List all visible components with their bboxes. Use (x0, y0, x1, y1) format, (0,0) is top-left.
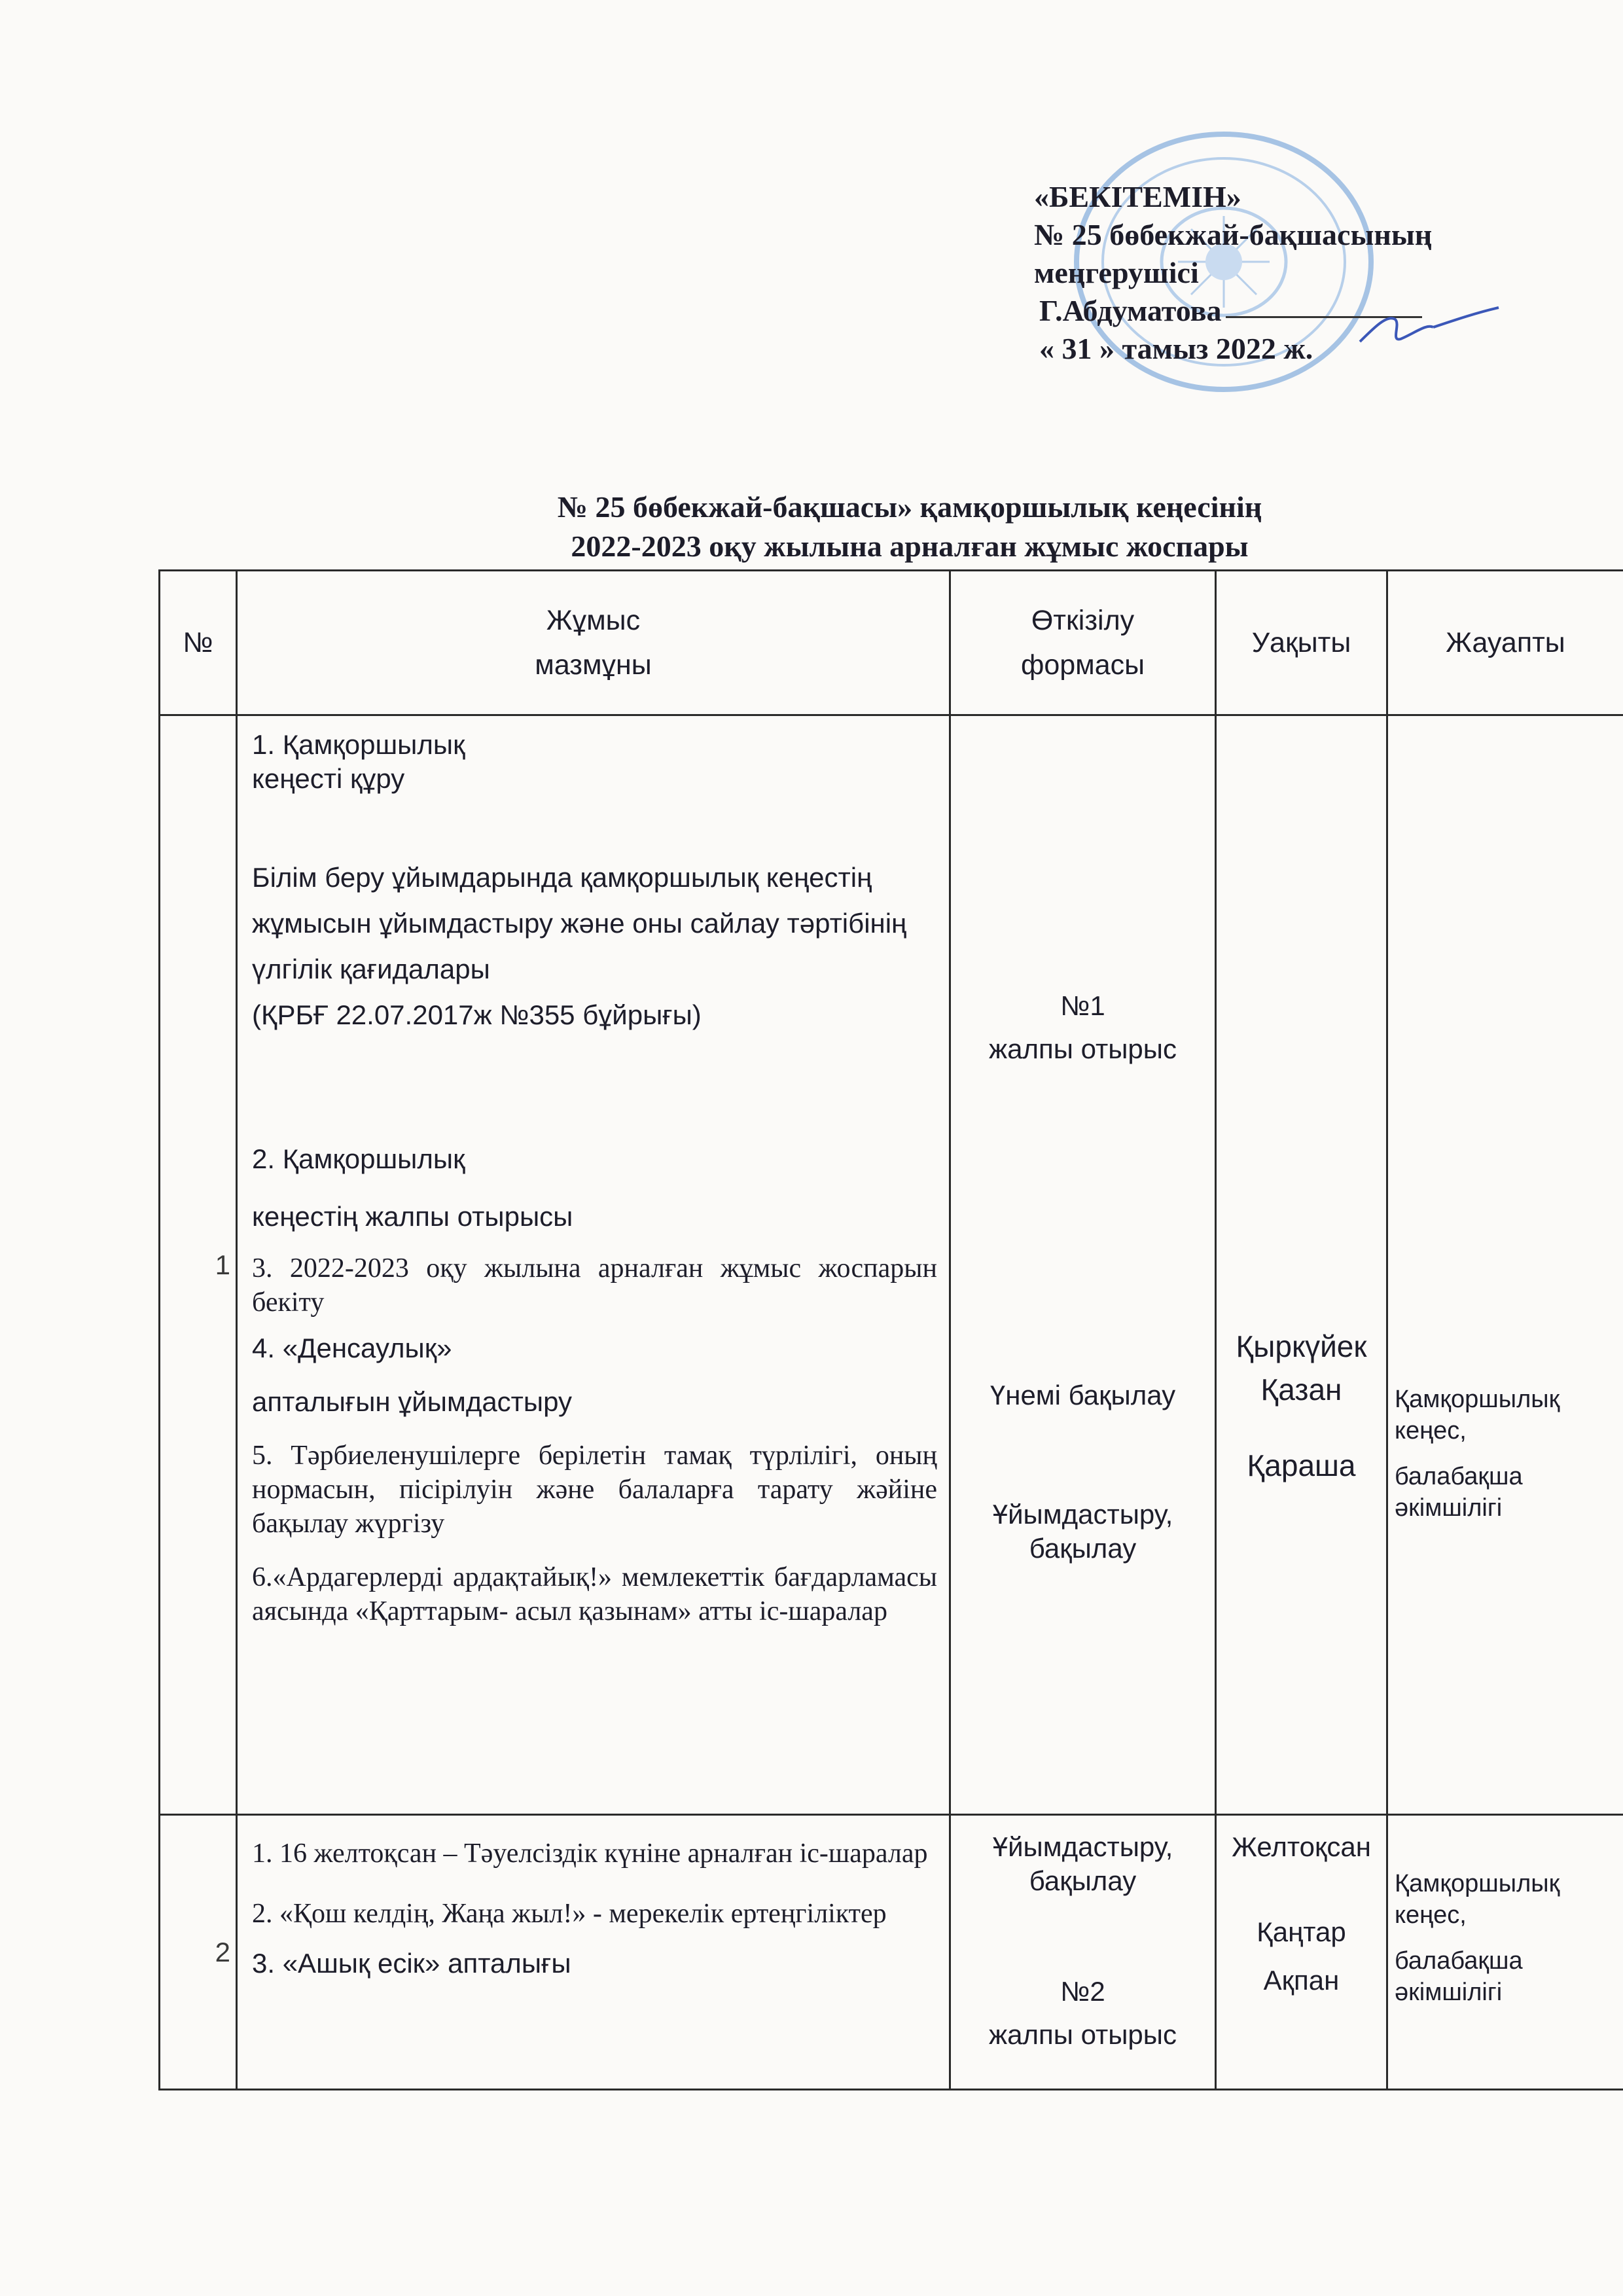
row-number: 1 (160, 715, 237, 1815)
approval-position: меңгерушісі (1034, 256, 1199, 289)
responsible-cell: Қамқоршылық кеңес, балабақша әкімшілігі (1387, 1815, 1623, 2090)
handwritten-signature (1355, 301, 1505, 353)
row-number: 2 (160, 1815, 237, 2090)
time-cell: Қыркүйек Қазан Қараша (1216, 715, 1387, 1815)
header-responsible: Жауапты (1387, 571, 1623, 715)
content-cell: 1. Қамқоршылық кеңесті құру Білім беру ұйымдарында қамқоршылық кеңестің жұмысын ұйымдастыру және оны сайлау тәртібінің үлгілік қағидалары (ҚРБҒ 22.07.2017ж №355 бұйрығы) 2. Қамқоршылық кеңестің жалпы отырысы 3. 2022-2023 оқу жылына арналған жұмыс жоспарын бекіту 4. «Денсаулық» апталығын ұйымдастыру 5. Тәрбиеленушілерге берілетін тамақ түрлілігі, оның нормасын, пісірілуін және балаларға тарату жәйіне бақылау жүргізу 6.«Ардагерлерді ардақтайық!» мемлекеттік бағдарламасы аясында «Қарттарым- асыл қазынам» атты іс-шаралар (237, 715, 950, 1815)
table-row (160, 1815, 1623, 2090)
header-time: Уақыты (1216, 571, 1387, 715)
approval-date: « 31 » тамыз 2022 ж. (1039, 332, 1313, 365)
header-number: № (160, 571, 237, 715)
table-header-row (160, 571, 1623, 715)
content-cell: 1. 16 желтоқсан – Тәуелсіздік күніне арналған іс-шаралар 2. «Қош келдің, Жаңа жыл!» - мерекелік ертеңгіліктер 3. «Ашық есік» апталығы (237, 1815, 950, 2090)
header-content: Жұмыс мазмұны (237, 571, 950, 715)
approval-heading: «БЕКІТЕМІН» (1034, 180, 1241, 213)
header-form: Өткізілу формасы (950, 571, 1216, 715)
table-row (160, 715, 1623, 1815)
title-line-2: 2022-2023 оқу жылына арналған жұмыс жоспары (571, 529, 1249, 563)
title-line-1: № 25 бөбекжай-бақшасы» қамқоршылық кеңесінің (557, 490, 1262, 524)
form-cell: №1 жалпы отырыс Үнемі бақылау Ұйымдастыру, бақылау (950, 715, 1216, 1815)
approval-organization: № 25 бөбекжай-бақшасының (1034, 218, 1433, 251)
work-plan-table (158, 569, 1623, 2090)
time-cell: Желтоқсан Қаңтар Ақпан (1216, 1815, 1387, 2090)
form-cell: Ұйымдастыру, бақылау №2 жалпы отырыс (950, 1815, 1216, 2090)
document-title (327, 488, 1492, 566)
responsible-cell: Қамқоршылық кеңес, балабақша әкімшілігі (1387, 715, 1623, 1815)
approval-name: Г.Абдуматова (1039, 294, 1222, 327)
